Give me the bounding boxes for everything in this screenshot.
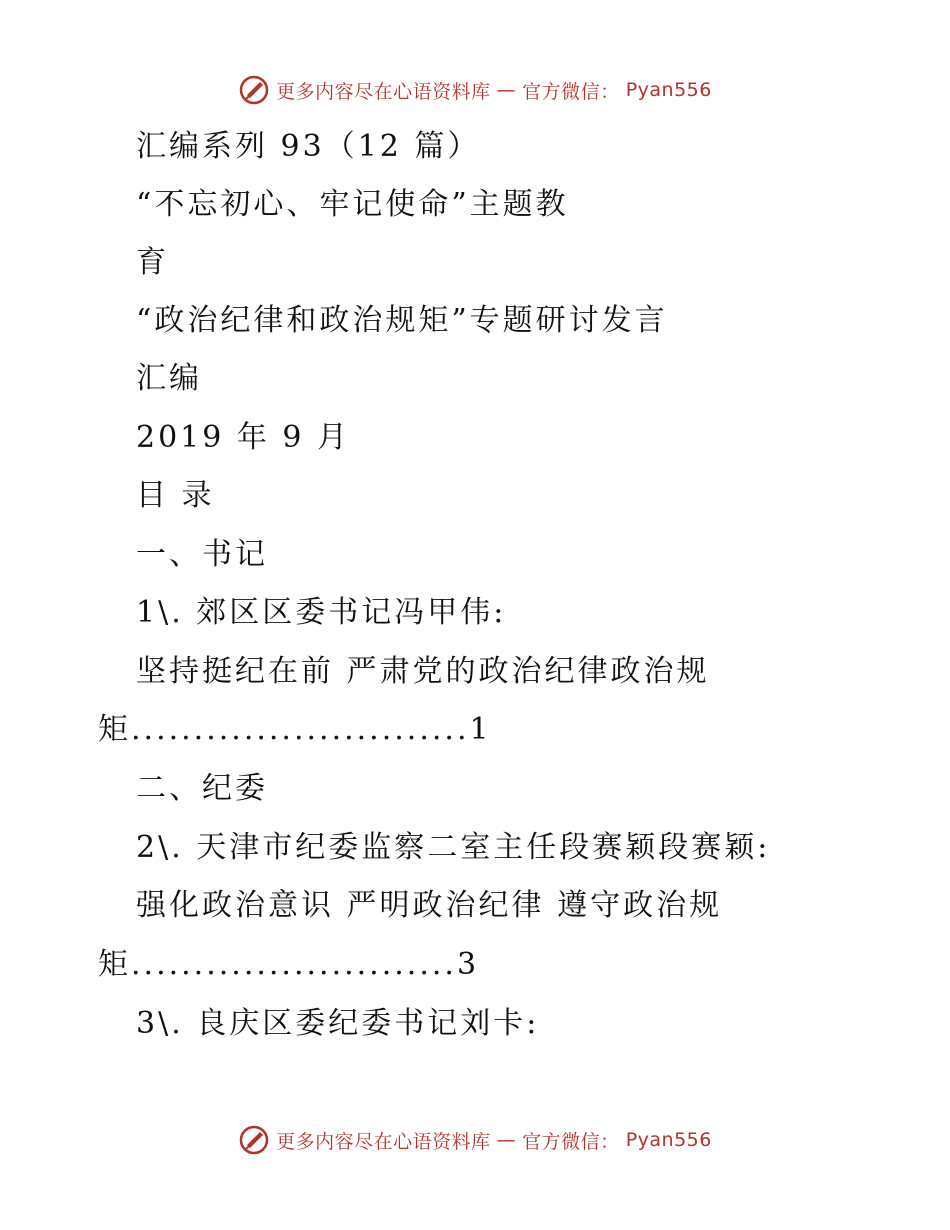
toc-entry-1-title: 坚持挺纪在前 严肃党的政治纪律政治规: [136, 654, 710, 689]
toc-entry-1-author: 1\. 郊区区委书记冯甲伟:: [136, 595, 507, 630]
watermark-text: 更多内容尽在心语资料库: [276, 1130, 491, 1153]
doc-line-toc-heading: 目 录: [136, 478, 215, 513]
header-watermark: [0, 74, 950, 106]
watermark-text: 更多内容尽在心语资料库: [276, 80, 491, 103]
toc-entry-3-author: 3\. 良庆区委纪委书记刘卡:: [136, 1006, 540, 1041]
seal-logo-icon: [238, 74, 270, 106]
doc-line-subject-title: “政治纪律和政治规矩”专题研讨发言: [136, 303, 668, 338]
toc-section-discipline: 二、纪委: [136, 771, 268, 806]
watermark-separator: —: [496, 1129, 517, 1151]
watermark-official-label: 官方微信：: [522, 1130, 620, 1153]
seal-logo-icon: [238, 1124, 270, 1156]
watermark-handle: Pyan556: [625, 79, 712, 101]
doc-line-subject-title-cont: 汇编: [136, 361, 202, 396]
doc-line-series-title: 汇编系列 93（12 篇）: [136, 129, 481, 164]
footer-watermark: [0, 1124, 950, 1156]
toc-entry-2-title: 强化政治意识 严明政治纪律 遵守政治规: [136, 888, 723, 923]
toc-section-secretary: 一、书记: [136, 537, 268, 572]
watermark-handle: Pyan556: [625, 1129, 712, 1151]
doc-line-date: 2019 年 9 月: [136, 420, 351, 455]
toc-entry-2-author: 2\. 天津市纪委监察二室主任段赛颖段赛颖:: [136, 830, 771, 865]
toc-entry-1-page: 矩...........................1: [98, 712, 492, 747]
doc-line-theme-title-cont: 育: [136, 245, 169, 280]
toc-entry-2-page: 矩..........................3: [98, 947, 480, 982]
watermark-official-label: 官方微信：: [522, 80, 620, 103]
doc-line-theme-title: “不忘初心、牢记使命”主题教: [136, 187, 569, 222]
watermark-separator: —: [496, 79, 517, 101]
